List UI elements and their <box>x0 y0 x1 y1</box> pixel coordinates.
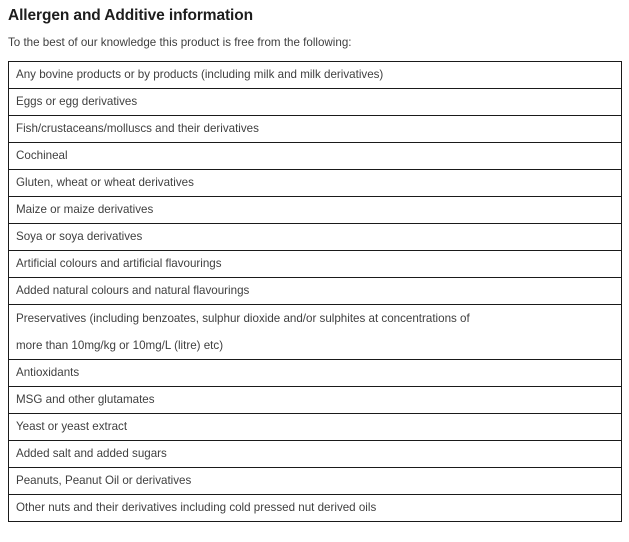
allergen-cell: Yeast or yeast extract <box>9 414 622 441</box>
allergen-table-body <box>9 62 622 522</box>
allergen-cell: Added natural colours and natural flavourings <box>9 278 622 305</box>
intro-text: To the best of our knowledge this product is free from the following: <box>8 36 352 49</box>
allergen-cell: Fish/crustaceans/molluscs and their derivatives <box>9 116 622 143</box>
allergen-cell: Soya or soya derivatives <box>9 224 622 251</box>
table-row <box>9 62 622 89</box>
allergen-cell: Artificial colours and artificial flavourings <box>9 251 622 278</box>
allergen-cell: Added salt and added sugars <box>9 441 622 468</box>
allergen-cell-line-2: more than 10mg/kg or 10mg/L (litre) etc) <box>16 339 224 352</box>
table-row <box>9 468 622 495</box>
allergen-cell: Antioxidants <box>9 360 622 387</box>
page-title: Allergen and Additive information <box>8 7 254 24</box>
table-row <box>9 224 622 251</box>
allergen-cell: Gluten, wheat or wheat derivatives <box>9 170 622 197</box>
allergen-cell: Cochineal <box>9 143 622 170</box>
table-row <box>9 305 622 360</box>
table-row <box>9 170 622 197</box>
table-row <box>9 116 622 143</box>
allergen-cell: Other nuts and their derivatives including cold pressed nut derived oils <box>9 495 622 522</box>
allergen-cell: MSG and other glutamates <box>9 387 622 414</box>
table-row <box>9 495 622 522</box>
allergen-cell: Eggs or egg derivatives <box>9 89 622 116</box>
table-row <box>9 197 622 224</box>
table-row <box>9 360 622 387</box>
table-row <box>9 387 622 414</box>
allergen-cell: Maize or maize derivatives <box>9 197 622 224</box>
table-row <box>9 278 622 305</box>
table-row <box>9 143 622 170</box>
allergen-cell: Any bovine products or by products (including milk and milk derivatives) <box>9 62 622 89</box>
table-row <box>9 414 622 441</box>
table-row <box>9 251 622 278</box>
allergen-cell: Peanuts, Peanut Oil or derivatives <box>9 468 622 495</box>
table-row <box>9 89 622 116</box>
table-row <box>9 441 622 468</box>
allergen-cell-line-1: Preservatives (including benzoates, sulphur dioxide and/or sulphites at concentrations of <box>16 312 470 325</box>
allergen-free-from-table <box>8 61 622 522</box>
allergen-cell-preservatives <box>9 305 622 360</box>
